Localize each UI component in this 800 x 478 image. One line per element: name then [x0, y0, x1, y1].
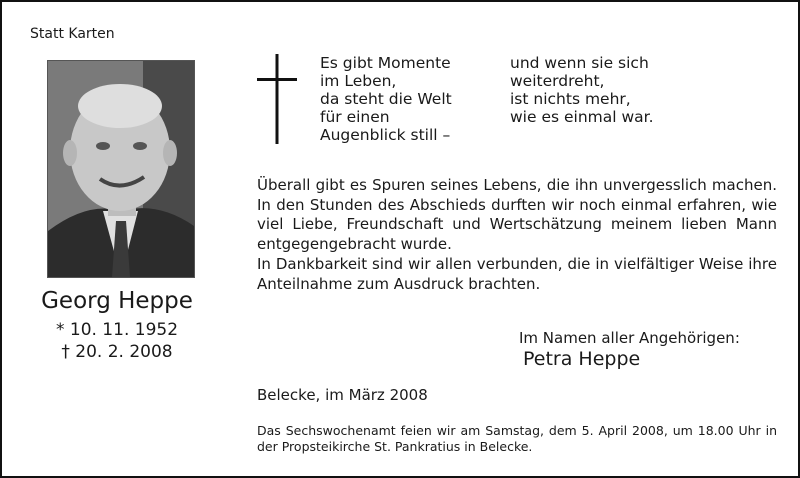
death-date: † 20. 2. 2008: [61, 342, 173, 362]
verse-line: wie es einmal war.: [510, 108, 654, 126]
verse-line: weiterdreht,: [510, 72, 605, 90]
signature-intro: Im Namen aller Angehörigen:: [519, 329, 740, 347]
verse-right: [510, 54, 654, 126]
portrait-illustration: [48, 61, 194, 277]
gratitude-paragraph: Überall gibt es Spuren seines Lebens, die ihn unvergesslich machen. In den Stunden des Abschieds durften wir noch einmal erfahren, wie viel Liebe, Freundschaft und Wertschätzung meinem lieben Mann entgegengebracht wurde.: [257, 176, 777, 253]
place-date: Belecke, im März 2008: [257, 386, 428, 404]
verse-line: ist nichts mehr,: [510, 90, 631, 108]
verse-line: und wenn sie sich: [510, 54, 649, 72]
verse-line: Es gibt Momente: [320, 54, 451, 72]
header-label: Statt Karten: [30, 26, 115, 42]
birth-date: * 10. 11. 1952: [55, 320, 179, 340]
deceased-name: Georg Heppe: [41, 288, 193, 314]
verse-line: für einen: [320, 108, 390, 126]
service-notice: Das Sechswochenamt feien wir am Samstag, dem 5. April 2008, um 18.00 Uhr in der Propsteikirche St. Pankratius in Belecke.: [257, 423, 777, 454]
thanks-paragraph: In Dankbarkeit sind wir allen verbunden, die in vielfältiger Weise ihre Anteilnahme zum Ausdruck brachten.: [257, 255, 777, 293]
verse-line: da steht die Welt: [320, 90, 452, 108]
portrait-photo: [47, 60, 195, 278]
verse-line: Augenblick still –: [320, 126, 451, 144]
cross-icon: [257, 54, 297, 144]
signature-name: Petra Heppe: [523, 348, 641, 370]
verse-left: [320, 54, 452, 144]
verse-line: im Leben,: [320, 72, 397, 90]
